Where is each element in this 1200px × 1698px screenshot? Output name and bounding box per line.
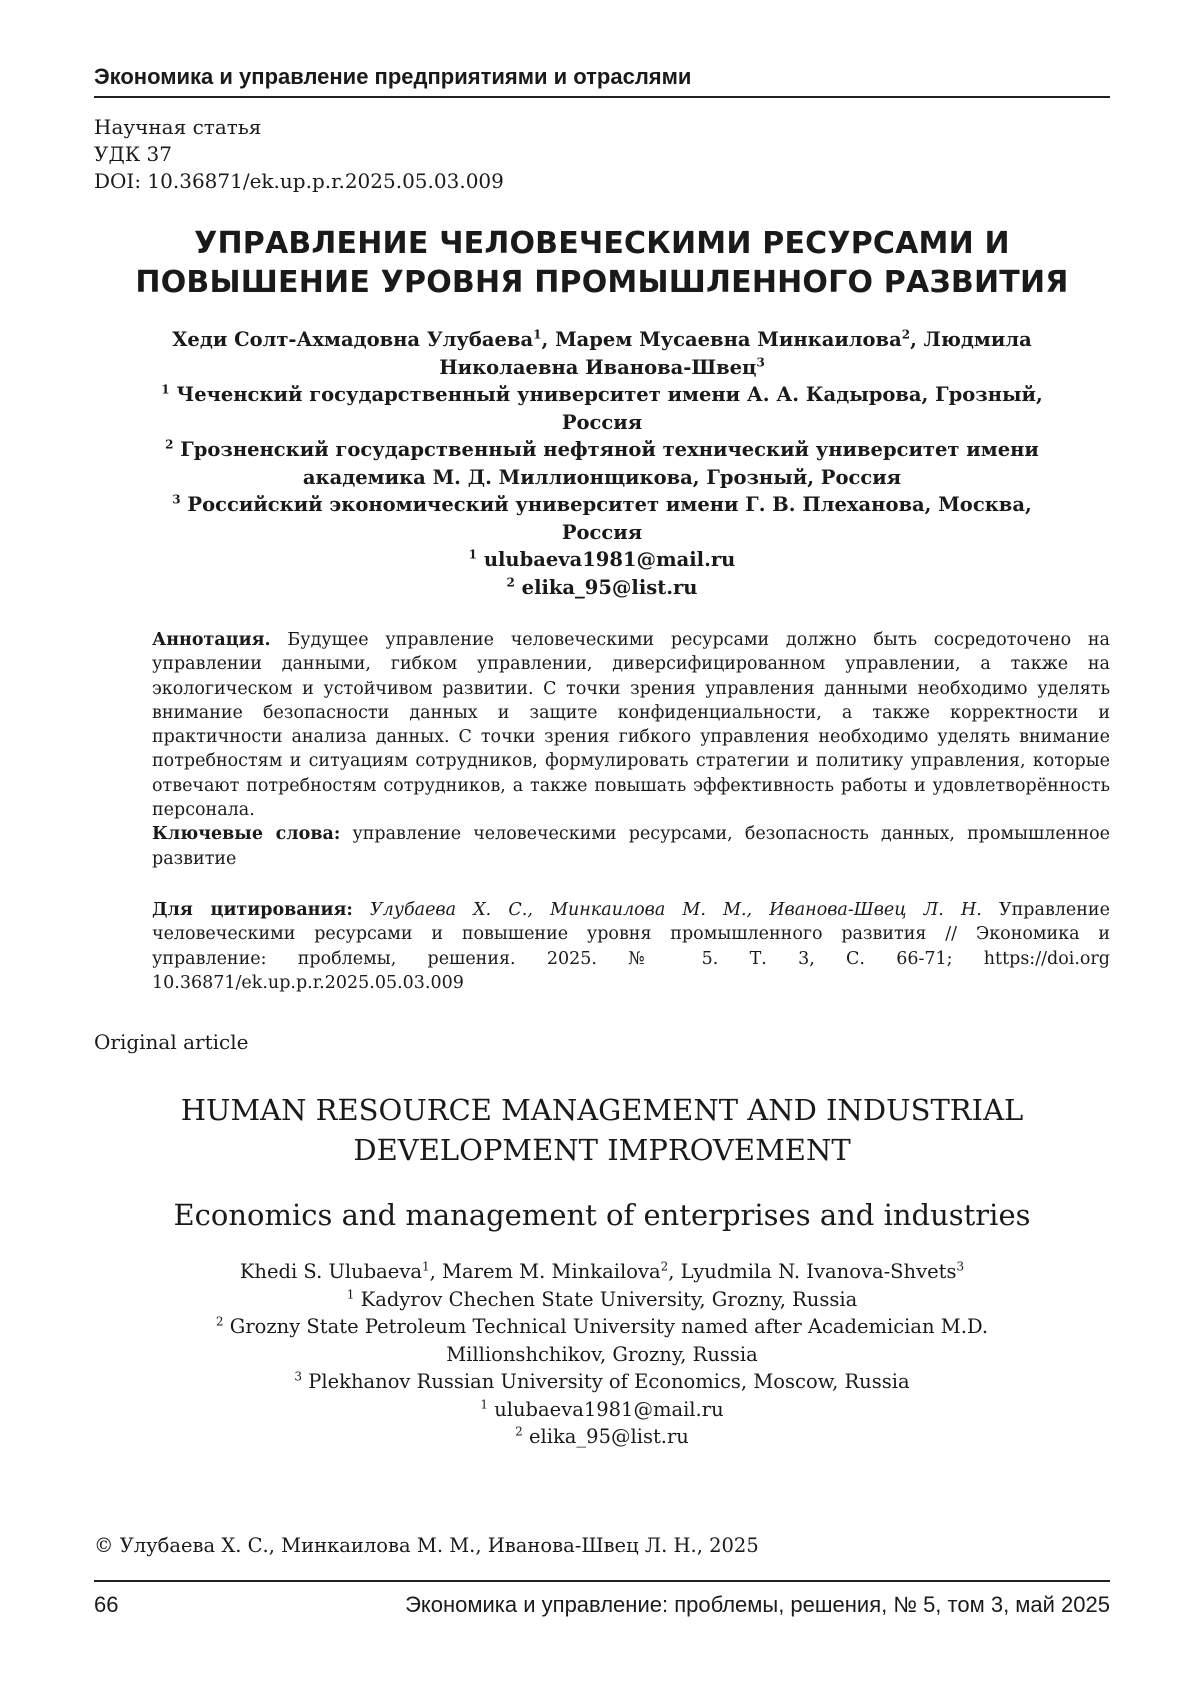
authors-block-en [94,1258,1110,1451]
citation-label: Для цитирования: [152,900,353,920]
abstract-paragraph [152,628,1110,822]
email[interactable]: $^1$ ulubaeva1981@mail.ru [480,1397,724,1421]
doi[interactable]: DOI: 10.36871/ek.up.p.r.2025.05.03.009 [94,169,504,193]
title-line: УПРАВЛЕНИЕ ЧЕЛОВЕЧЕСКИМИ РЕСУРСАМИ И [194,226,1010,261]
affiliation: $^3$ Российский экономический университет имени Г. В. Плеханова, Москва, [172,492,1032,516]
citation-text: Управление человеческими ресурсами и повышение уровня промышленного развития // Экономика и управление: проблемы, решения. 2025. № 5. Т. 3, С. 66-71; https://doi.org 10.36871/ek.up.p.r.2025.05.03.009 [152,900,1110,993]
copyright: © Улубаева Х. С., Минкаилова М. М., Иванова-Швец Л. Н., 2025 [94,1534,759,1557]
email[interactable]: $^2$ elika_95@list.ru [515,1424,689,1448]
keywords-paragraph [152,822,1110,871]
running-header: Экономика и управление предприятиями и отраслями [94,64,692,89]
affiliation: $^3$ Plekhanov Russian University of Economics, Moscow, Russia [294,1369,910,1393]
abstract [152,628,1110,871]
footer-rule [94,1580,1110,1582]
affiliation: $^1$ Kadyrov Chechen State University, Grozny, Russia [346,1287,858,1311]
article-meta [94,114,504,195]
article-type-en: Original article [94,1030,249,1054]
citation [152,898,1110,995]
author-name: Хеди Солт-Ахмадовна Улубаева [172,328,534,351]
authors-line: Николаевна Иванова-Швец$^3$ [439,355,765,379]
authors-line: Хеди Солт-Ахмадовна Улубаева$^1$, Марем Мусаевна Минкаилова$^2$, Людмила [172,327,1032,351]
author-name: , Марем Мусаевна Минкаилова [541,328,902,351]
keywords-text: управление человеческими ресурсами, безопасность данных, промышленное развитие [152,824,1110,869]
affiliation: $^2$ Грозненский государственный нефтяной технический университет имени [165,437,1039,461]
header-rule [94,96,1110,98]
article-title-ru [94,224,1110,302]
affiliation: Millionshchikov, Grozny, Russia [446,1342,758,1366]
affiliation: Россия [561,520,643,544]
author-name: Николаевна Иванова-Швец [439,355,757,379]
title-line: HUMAN RESOURCE MANAGEMENT AND INDUSTRIAL [180,1093,1024,1127]
email[interactable]: $^1$ ulubaeva1981@mail.ru [468,547,736,571]
title-line: DEVELOPMENT IMPROVEMENT [353,1133,851,1167]
abstract-text: Будущее управление человеческими ресурсами должно быть сосредоточено на управлении данными, гибком управлении, диверсифицированном управлении, а также на экологическом и устойчивом развитии. С точки зрения управления данными необходимо уделять внимание безопасности данных и защите конфиденциальности, а также корректности и практичности анализа данных. С точки зрения гибкого управления необходимо уделять внимание потребностям и ситуациям сотрудников, формулировать стратегии и политику управления, которые отвечают потребностям сотрудников, а также повышать эффективность работы и удовлетворённость персонала. [152,630,1110,821]
affiliation: академика М. Д. Миллионщикова, Грозный, Россия [302,465,902,489]
udc-code: УДК 37 [94,142,172,166]
article-title-en [94,1090,1110,1170]
section-en: Economics and management of enterprises and industries [173,1198,1031,1232]
affiliation: $^2$ Grozny State Petroleum Technical University named after Academician M.D. [215,1314,989,1338]
email[interactable]: $^2$ elika_95@list.ru [506,575,698,599]
journal-name: Экономика и управление: проблемы, решения, № 5, том 3, май 2025 [405,1592,1110,1617]
citation-authors: Улубаева Х. С., Минкаилова М. М., Иванова-Швец Л. Н. [370,900,982,920]
authors-block-ru [94,326,1110,601]
affiliation: Россия [561,410,643,434]
page-number: 66 [94,1592,119,1617]
author-name: , Людмила [910,328,1032,351]
authors-line: Khedi S. Ulubaeva$^1$, Marem M. Minkailova$^2$, Lyudmila N. Ivanova-Shvets$^3$ [239,1259,965,1283]
article-type: Научная статья [94,115,262,139]
abstract-label: Аннотация. [152,630,271,650]
affiliation: $^1$ Чеченский государственный университет имени А. А. Кадырова, Грозный, [161,382,1043,406]
title-line: ПОВЫШЕНИЕ УРОВНЯ ПРОМЫШЛЕННОГО РАЗВИТИЯ [135,265,1069,300]
keywords-label: Ключевые слова: [152,824,341,845]
